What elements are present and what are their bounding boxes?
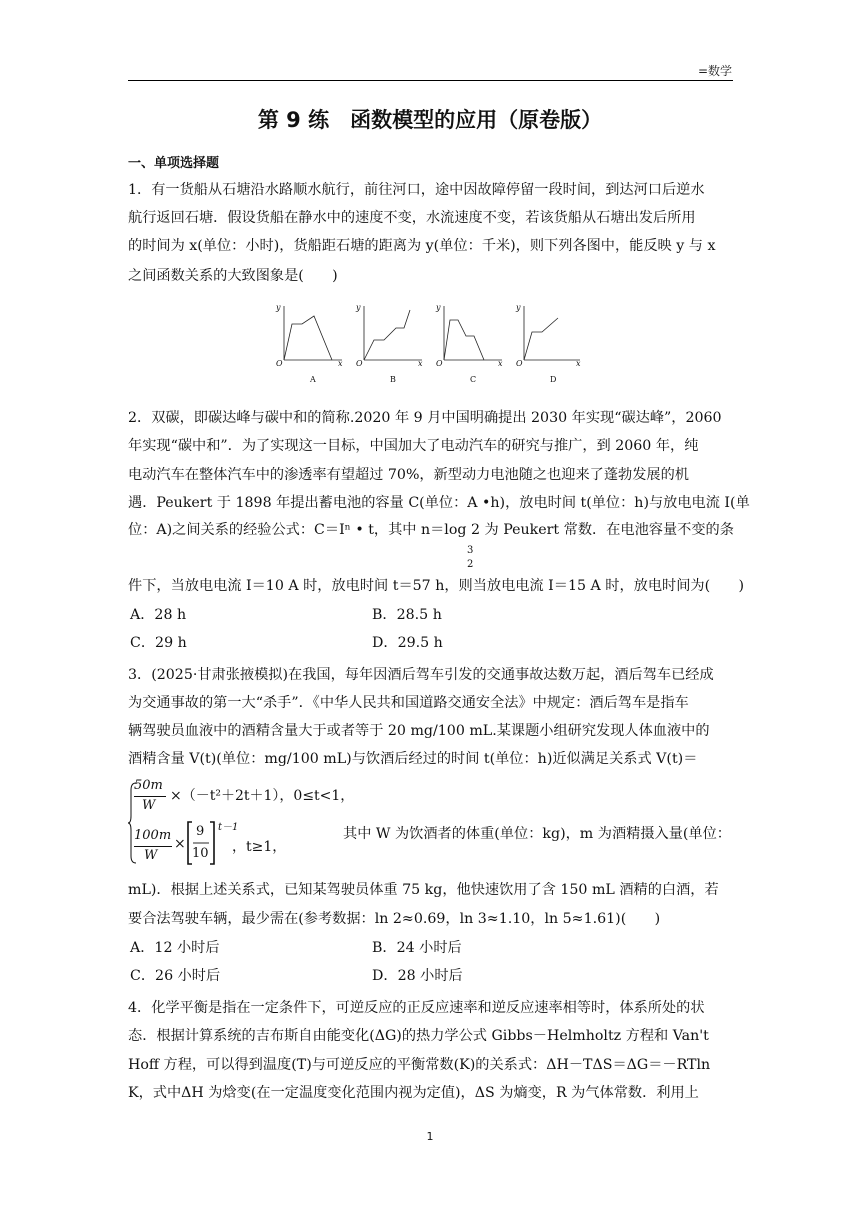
graph-d-label: D: [550, 375, 557, 384]
q3-option-c: C．26 小时后: [130, 968, 221, 984]
page-title: 第 9 练 函数模型的应用（原卷版）: [257, 108, 603, 132]
q3-line-4: 酒精含量 V(t)(单位：mg/100 mL)与饮酒后经过的时间 t(单位：h)近似满足关系式 V(t)＝: [128, 751, 698, 767]
q3-piece1-frac-line: [134, 796, 166, 797]
graph-a: [275, 303, 343, 384]
section-title: 一、单项选择题: [128, 156, 220, 171]
q3-line-6: 要合法驾驶车辆，最少需在(参考数据：ln 2≈0.69，ln 3≈1.10，ln 5≈1.61)( ): [128, 911, 661, 927]
q3-piece2-frac-num: 9: [196, 824, 205, 839]
q3-piece2-rest: ，t≥1，: [232, 839, 287, 855]
q4-line-1: 4．化学平衡是指在一定条件下，可逆反应的正反应速率和逆反应速率相等时，体系所处的状: [128, 1000, 705, 1016]
q3-piece1-rest: ×（－t²＋2t＋1），0≤t<1，: [170, 788, 355, 804]
q2-option-d: D．29.5 h: [372, 635, 443, 651]
q2-log-base-num: 3: [467, 545, 474, 556]
q1-line-3: 的时间为 x(单位：小时)，货船距石塘的距离为 y(单位：千米)，则下列各图中，能反映 y 与 x: [128, 238, 716, 254]
q3-piece2-num: 100m: [134, 828, 172, 843]
graph-a-x-label: x: [338, 359, 343, 368]
q3-line-2: 为交通事故的第一大“杀手”．《中华人民共和国道路交通安全法》中规定：酒后驾车是指车: [128, 695, 689, 711]
graph-a-label: A: [310, 375, 316, 384]
q2-line-4: 遇．Peukert 于 1898 年提出蓄电池的容量 C(单位：A •h)，放电时间 t(单位：h)与放电电流 I(单: [128, 495, 750, 511]
q3-option-d: D．28 小时后: [372, 968, 463, 984]
q1-line-4: 之间函数关系的大致图象是( ): [128, 268, 338, 284]
q2-log-base-den: 2: [467, 559, 474, 570]
q3-piece2-frac-line: [134, 846, 172, 847]
graph-d: [515, 303, 581, 384]
q3-piecewise-brace: [128, 782, 138, 864]
q2-line-5: 位：A)之间关系的经验公式：C＝Iⁿ • t，其中 n＝log 2 为 Peukert 常数．在电池容量不变的条: [128, 522, 734, 538]
graph-b-origin: O: [356, 359, 363, 368]
graph-b-y-label: y: [356, 303, 361, 312]
graph-c-label: C: [470, 375, 477, 384]
page-number: 1: [426, 1130, 434, 1143]
q3-piece2-frac-den: 10: [192, 846, 209, 861]
graph-a-y-label: y: [276, 303, 281, 312]
graph-d-x-label: x: [576, 359, 581, 368]
graph-b: [355, 303, 423, 384]
graph-a-origin: O: [276, 359, 283, 368]
q3-option-a: A．12 小时后: [130, 940, 220, 956]
graph-c-x-label: x: [498, 359, 503, 368]
header-rule: [128, 80, 733, 81]
q3-after-formula: 其中 W 为饮酒者的体重(单位：kg)，m 为酒精摄入量(单位：: [343, 826, 731, 842]
q2-line-3: 电动汽车在整体汽车中的渗透率有望超过 70%，新型动力电池随之也迎来了蓬勃发展的机: [128, 467, 689, 483]
graph-d-origin: O: [516, 359, 523, 368]
q3-piece1-den: W: [142, 798, 156, 813]
q4-line-2: 态．根据计算系统的吉布斯自由能变化(ΔG)的热力学公式 Gibbs－Helmholtz 方程和 Van't: [128, 1028, 709, 1044]
q2-option-c: C．29 h: [130, 635, 187, 651]
q3-line-3: 辆驾驶员血液中的酒精含量大于或者等于 20 mg/100 mL.某课题小组研究发现人体血液中的: [128, 723, 710, 739]
q1-line-1: 1．有一货船从石塘沿水路顺水航行，前往河口，途中因故障停留一段时间，到达河口后逆水: [128, 182, 705, 198]
q2-line-2: 年实现“碳中和”．为了实现这一目标，中国加大了电动汽车的研究与推广，到 2060 年，纯: [128, 438, 699, 454]
graph-c-origin: O: [436, 359, 443, 368]
q1-line-2: 航行返回石塘．假设货船在静水中的速度不变，水流速度不变，若该货船从石塘出发后所用: [128, 210, 696, 226]
q3-line-5: mL)．根据上述关系式，已知某驾驶员体重 75 kg，他快速饮用了含 150 mL 酒精的白酒，若: [128, 882, 719, 898]
q3-piece2-times: ×: [174, 836, 186, 852]
graph-d-y-label: y: [516, 303, 521, 312]
graph-b-x-label: x: [418, 359, 423, 368]
q3-piece2-exp: t－1: [218, 822, 239, 833]
q3-piece2-den: W: [144, 848, 158, 863]
q3-option-b: B．24 小时后: [372, 940, 462, 956]
q3-line-1: 3．(2025·甘肃张掖模拟)在我国，每年因酒后驾车引发的交通事故达数万起，酒后驾车已经成: [128, 667, 714, 683]
q2-option-b: B．28.5 h: [372, 607, 442, 623]
graph-c-y-label: y: [436, 303, 441, 312]
graph-b-label: B: [390, 375, 396, 384]
q4-line-3: Hoff 方程，可以得到温度(T)与可逆反应的平衡常数(K)的关系式：ΔH－TΔS＝ΔG＝－RTln: [128, 1057, 711, 1073]
q1-graph-options: [262, 302, 592, 386]
q2-line-6: 件下，当放电电流 I＝10 A 时，放电时间 t＝57 h，则当放电电流 I＝15 A 时，放电时间为( ): [128, 578, 745, 594]
header-subject: =数学: [697, 64, 732, 78]
q2-line-1: 2．双碳，即碳达峰与碳中和的简称.2020 年 9 月中国明确提出 2030 年实现“碳达峰”，2060: [128, 410, 722, 426]
graph-c: [435, 303, 503, 384]
q2-option-a: A．28 h: [130, 607, 187, 623]
q3-piece1-num: 50m: [134, 778, 163, 793]
q4-line-4: K，式中ΔH 为焓变(在一定温度变化范围内视为定值)，ΔS 为熵变，R 为气体常数．利用上: [128, 1085, 699, 1101]
